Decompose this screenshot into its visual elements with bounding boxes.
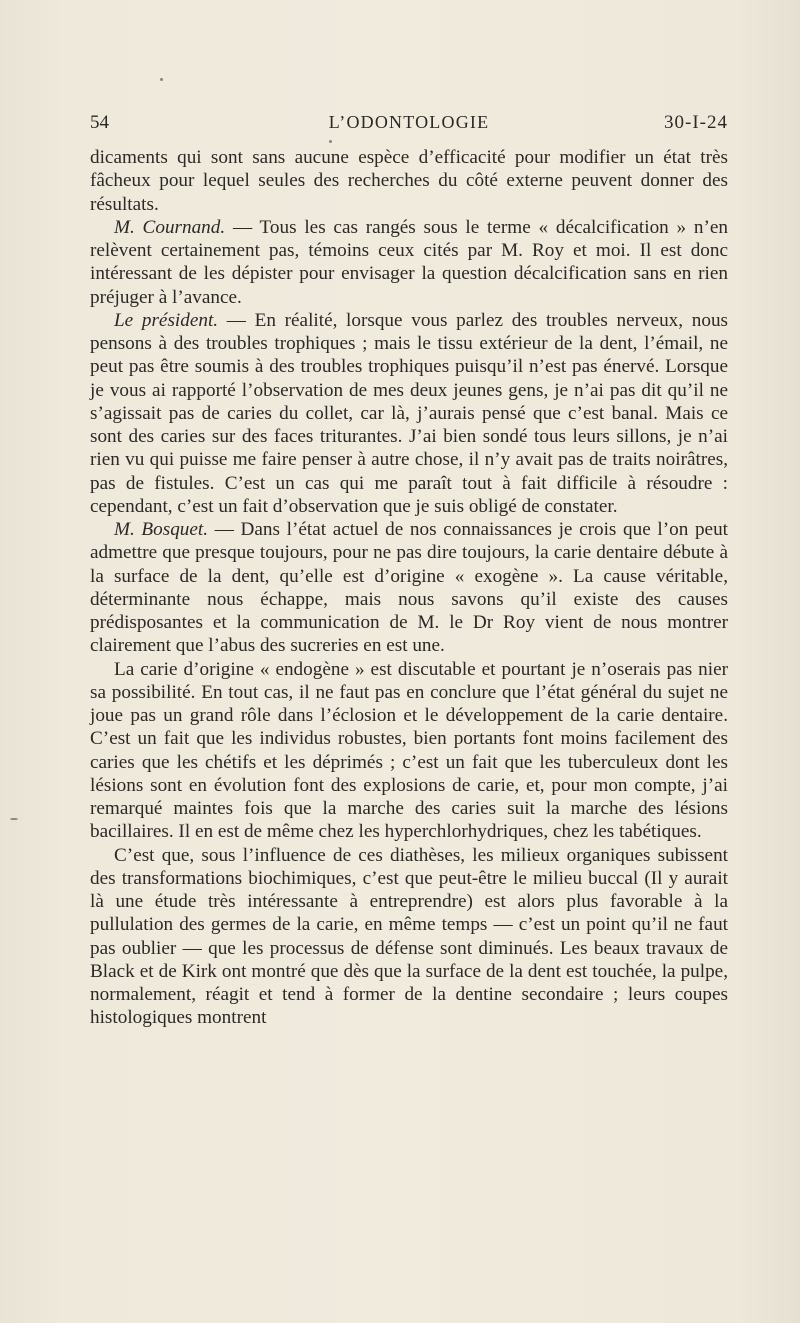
running-header	[90, 112, 728, 138]
paragraph	[90, 844, 728, 1030]
speaker-name: Le président.	[114, 309, 219, 331]
paragraph-text: — Dans l’état actuel de nos connaissances je crois que l’on peut admettre que presque toujours, pour ne pas dire toujours, la carie dentaire débute à la surface de la dent, qu’elle est d’origine « exogène ». La cause véritable, déterminante nous échappe, mais nous savons qu’il existe des causes prédisposantes et la communication de M. le Dr Roy vient de nous montrer clairement que l’abus des sucreries en est une.	[90, 519, 728, 657]
paragraph-text: La carie d’origine « endogène » est discutable et pourtant je n’oserais pas nier sa possibilité. En tout cas, il ne faut pas en conclure que l’état général du sujet ne joue pas un grand rôle dans l’éclosion et le développement de la carie dentaire. C’est un fait que les individus robustes, bien portants font moins facilement des caries que les chétifs et les déprimés ; c’est un fait que les tuberculeux dont les lésions sont en évolution font des explosions de carie, et, pour mon compte, j’ai remarqué maintes fois que la marche des caries suit la marche des lésions bacillaires. Il en est de même chez les hyperchlorhydriques, chez les tabétiques.	[90, 658, 728, 843]
paragraph	[90, 146, 728, 216]
speck-mark	[160, 78, 163, 81]
page-number: 54	[90, 112, 109, 133]
paragraph-text: — En réalité, lorsque vous parlez des troubles nerveux, nous pensons à des troubles trophiques ; mais le tissu extérieur de la dent, l’émail, ne peut pas être soumis à des troubles trophiques puisqu’il n’est pas énervé. Lorsque je vous ai rapporté l’observation de mes deux jeunes gens, je n’ai pas dit qu’il ne s’agissait pas de caries du collet, car là, j’aurais pensé que c’est banal. Mais ce sont des caries sur des faces triturantes. J’ai bien sondé tous leurs sillons, je n’ai rien vu qui puisse me faire penser à autre chose, il n’y avait pas de traits noirâtres, pas de fistules. C’est un cas qui me paraît tout à fait difficile à résoudre : cependant, c’est un fait d’observation que je suis obligé de constater.	[90, 309, 729, 517]
speck-mark	[329, 140, 332, 143]
issue-date: 30-I-24	[664, 112, 728, 133]
journal-title: L’ODONTOLOGIE	[328, 112, 490, 132]
paragraph	[90, 216, 728, 309]
speaker-name: M. Bosquet.	[114, 519, 209, 540]
speaker-name: M. Cournand.	[114, 216, 226, 238]
speck-mark	[10, 818, 18, 820]
paragraph	[90, 518, 728, 658]
paragraph	[90, 309, 728, 518]
article-body	[90, 146, 728, 1030]
paragraph-text: — Tous les cas rangés sous le terme « décalcification » n’en relèvent certainement pas, témoins ceux cités par M. Roy et moi. Il est donc intéressant de les dépister pour envisager la question décalcification sans en rien préjuger à l’avance.	[90, 216, 728, 308]
paragraph	[90, 658, 728, 844]
paragraph-text: dicaments qui sont sans aucune espèce d’efficacité pour modifier un état très fâcheux pour lequel seules des recherches du côté externe peuvent donner des résultats.	[90, 147, 728, 215]
paragraph-text: C’est que, sous l’influence de ces diathèses, les milieux organiques subissent des transformations biochimiques, c’est que peut-être le milieu buccal (Il y aurait là une étude très intéressante à entreprendre) est alors plus favorable à la pullulation des germes de la carie, en même temps — c’est un point qu’il ne faut pas oublier — que les processus de défense sont diminués. Les beaux travaux de Black et de Kirk ont montré que dès que la surface de la dent est touchée, la pulpe, normalement, réagit et tend à former de la dentine secondaire ; leurs coupes histologiques montrent	[90, 844, 728, 1029]
